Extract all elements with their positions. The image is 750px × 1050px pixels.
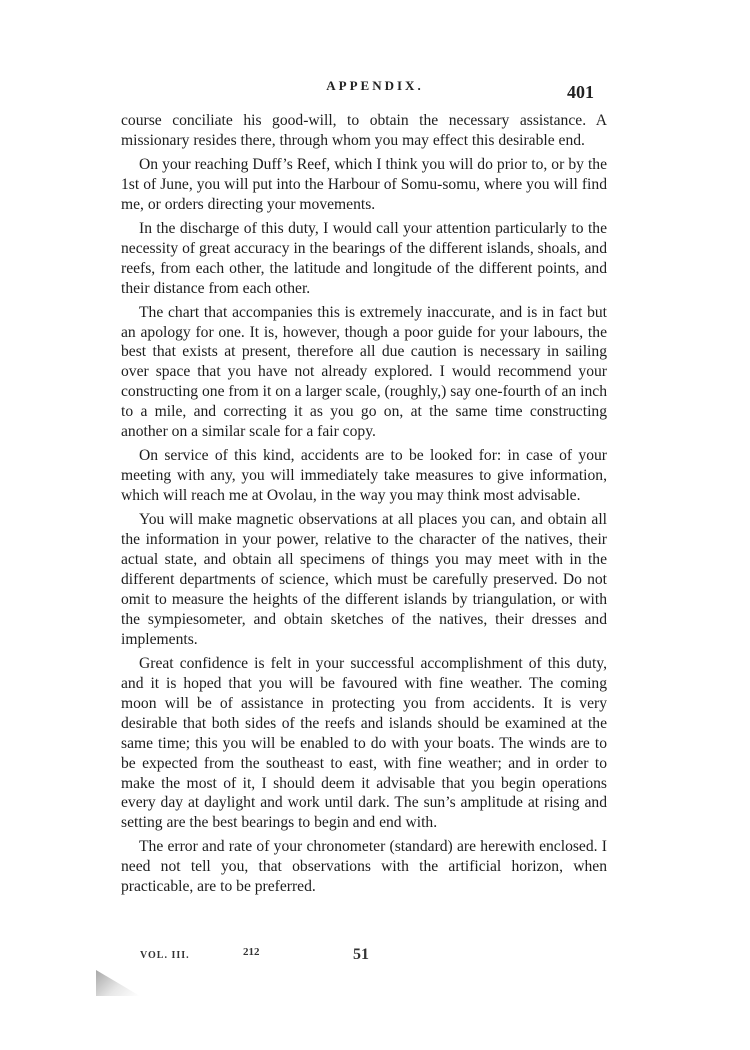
paragraph: The chart that accompanies this is extremely inaccurate, and is in fact but an apology for one. It is, however, though a poor guide for your labours, the best that exists at present, therefore all due caution is necessary in sailing over space that you have not already explored. I would recommend your constructing one from it on a larger scale, (roughly,) say one-fourth of an inch to a mile, and correcting it as you go on, at the same time constructing another on a similar scale for a fair copy. [121, 303, 607, 441]
volume-label: VOL. III. [140, 950, 190, 961]
paragraph: On service of this kind, accidents are to be looked for: in case of your meeting with any, you will immediately take measures to give information, which will reach me at Ovolau, in the way you may think most advisable. [121, 447, 607, 505]
signature-mark: 51 [353, 946, 369, 963]
paragraph: You will make magnetic observations at all places you can, and obtain all the information in your power, relative to the character of the natives, their actual state, and obtain all specimens of things you may meet with in the different departments of science, which must be carefully preserved. Do not omit to measure the heights of the different islands by triangulation, or with the sympiesometer, and obtain sketches of the natives, their dresses and implements. [121, 511, 607, 648]
paragraph: course conciliate his good-will, to obtain the necessary assistance. A missionary resides there, through whom you may effect this desirable end. [121, 112, 607, 149]
paragraph: In the discharge of this duty, I would call your attention particularly to the necessity of great accuracy in the bearings of the different islands, shoals, and reefs, from each other, the latitude and longitude of the different points, and their distance from each other. [121, 219, 607, 297]
page-footer [0, 946, 750, 970]
running-head [0, 78, 750, 106]
body-text [121, 111, 607, 901]
footer-number: 212 [243, 946, 260, 958]
paragraph: Great confidence is felt in your successful accomplishment of this duty, and it is hoped that you will be favoured with fine weather. The coming moon will be of assistance in protecting you from accidents. It is very desirable that both sides of the reefs and islands should be examined at the same time; this you will be enabled to do with your boats. The winds are to be expected from the southeast to east, with fine weather; and in order to make the most of it, I should deem it advisable that you begin operations every day at daylight and work until dark. The sun’s amplitude at rising and setting are the best bearings to begin and end with. [121, 654, 607, 832]
paragraph: On your reaching Duff’s Reef, which I think you will do prior to, or by the 1st of June, you will put into the Harbour of Somu-somu, where you will find me, or orders directing your movements. [121, 155, 607, 213]
paragraph: The error and rate of your chronometer (standard) are herewith enclosed. I need not tell you, that observations with the artificial horizon, when practicable, are to be preferred. [121, 838, 607, 896]
page-number: 401 [567, 82, 594, 102]
running-title: APPENDIX. [326, 78, 424, 93]
page-corner-shadow [96, 970, 140, 996]
